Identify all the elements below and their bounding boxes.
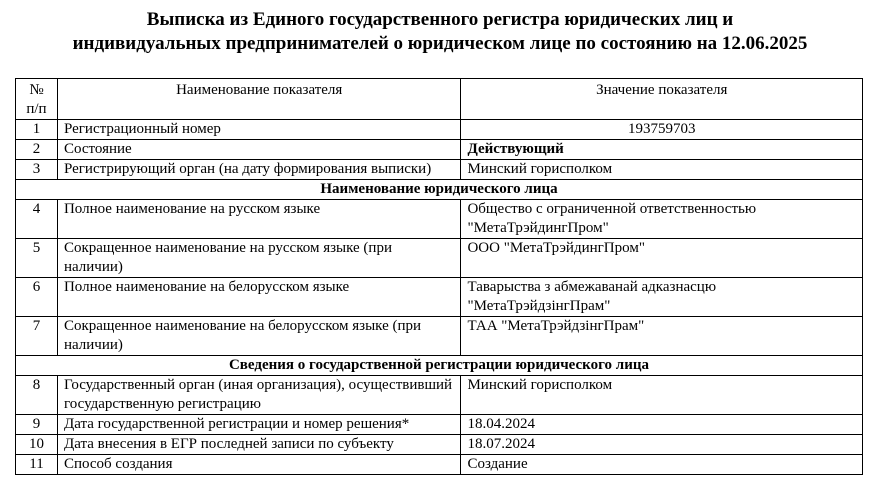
row-value: 193759703 [461, 120, 863, 140]
table-row [16, 160, 863, 180]
row-value: Общество с ограниченной ответственностью "МетаТрэйдингПром" [461, 200, 863, 239]
table-row [16, 120, 863, 140]
table-row [16, 317, 863, 356]
row-value: Таварыства з абмежаванай адказнасцю "МетаТрэйдзінгПрам" [461, 278, 863, 317]
row-value: Минский горисполком [461, 376, 863, 415]
header-num [16, 79, 58, 120]
row-value: ООО "МетаТрэйдингПром" [461, 239, 863, 278]
row-name: Регистрирующий орган (на дату формирования выписки) [57, 160, 460, 180]
table-header-row [16, 79, 863, 120]
table-row [16, 200, 863, 239]
row-value: Создание [461, 455, 863, 475]
status-value: Действующий [461, 140, 863, 160]
document-title [0, 8, 880, 56]
row-number: 5 [16, 239, 58, 278]
title-line-1: Выписка из Единого государственного регистра юридических лиц и [146, 9, 734, 30]
title-line-2: индивидуальных предпринимателей о юридическом лице по состоянию на 12.06.2025 [72, 33, 808, 54]
row-value: 18.07.2024 [461, 435, 863, 455]
row-name: Полное наименование на белорусском языке [57, 278, 460, 317]
row-name: Полное наименование на русском языке [57, 200, 460, 239]
row-number: 10 [16, 435, 58, 455]
row-number: 2 [16, 140, 58, 160]
row-name: Способ создания [57, 455, 460, 475]
row-value: ТАА "МетаТрэйдзінгПрам" [461, 317, 863, 356]
register-extract-table [15, 78, 863, 475]
row-name: Регистрационный номер [57, 120, 460, 140]
table-row [16, 415, 863, 435]
row-number: 11 [16, 455, 58, 475]
row-name: Состояние [57, 140, 460, 160]
row-number: 6 [16, 278, 58, 317]
row-number: 7 [16, 317, 58, 356]
row-number: 9 [16, 415, 58, 435]
table-row [16, 455, 863, 475]
row-name: Сокращенное наименование на белорусском языке (при наличии) [57, 317, 460, 356]
section-row [16, 356, 863, 376]
table-row [16, 435, 863, 455]
row-name: Дата государственной регистрации и номер решения* [57, 415, 460, 435]
header-indicator-name: Наименование показателя [57, 79, 460, 120]
row-value: 18.04.2024 [461, 415, 863, 435]
table-row [16, 239, 863, 278]
row-number: 4 [16, 200, 58, 239]
row-number: 8 [16, 376, 58, 415]
row-name: Государственный орган (иная организация), осуществивший государственную регистрацию [57, 376, 460, 415]
row-value: Минский горисполком [461, 160, 863, 180]
row-number: 1 [16, 120, 58, 140]
table-row [16, 376, 863, 415]
section-title-legal-name: Наименование юридического лица [16, 180, 863, 200]
header-num-line-1: № [29, 82, 44, 98]
header-indicator-value: Значение показателя [461, 79, 863, 120]
table-row [16, 140, 863, 160]
header-num-line-2: п/п [26, 101, 47, 117]
row-name: Сокращенное наименование на русском языке (при наличии) [57, 239, 460, 278]
table-row [16, 278, 863, 317]
row-number: 3 [16, 160, 58, 180]
section-row [16, 180, 863, 200]
row-name: Дата внесения в ЕГР последней записи по субъекту [57, 435, 460, 455]
section-title-registration: Сведения о государственной регистрации юридического лица [16, 356, 863, 376]
